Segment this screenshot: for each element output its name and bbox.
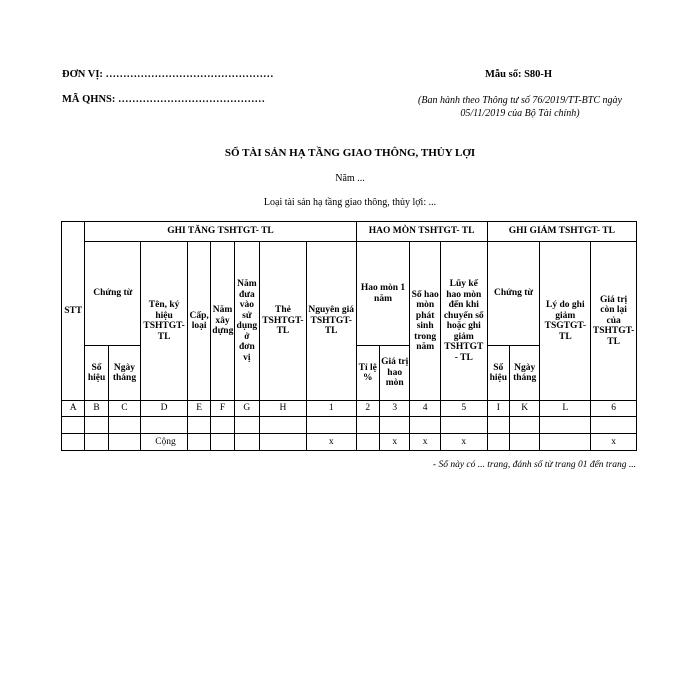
asset-ledger-table xyxy=(61,221,637,451)
table-cell[interactable] xyxy=(487,417,509,434)
ma-qhns-label: MÃ QHNS: …………………………………… xyxy=(62,94,265,105)
column-code: B xyxy=(85,401,108,417)
asset-type-line: Loại tài sản hạ tầng giao thông, thủy lợi: ... xyxy=(263,197,437,208)
total-label: Cộng xyxy=(141,434,188,451)
table-cell[interactable] xyxy=(141,417,188,434)
cap-loai-header: Cấp, loại xyxy=(187,242,210,401)
table-cell xyxy=(260,434,307,451)
table-cell xyxy=(487,434,509,451)
column-code: E xyxy=(187,401,210,417)
table-cell[interactable] xyxy=(591,417,637,434)
column-code: 5 xyxy=(440,401,487,417)
year-line: Năm ... xyxy=(335,173,365,184)
table-cell[interactable] xyxy=(306,417,356,434)
the-header: Thẻ TSHTGT- TL xyxy=(260,242,307,401)
table-cell xyxy=(85,434,108,451)
table-cell xyxy=(356,434,379,451)
page-count-note: - Sổ này có ... trang, đánh số từ trang 01 đến trang ... xyxy=(432,460,636,470)
table-cell[interactable] xyxy=(108,417,141,434)
total-mark-gia-tri-hao-mon: x xyxy=(379,434,409,451)
table-cell xyxy=(62,434,85,451)
total-mark-so-hao-mon: x xyxy=(410,434,440,451)
column-code: C xyxy=(108,401,141,417)
total-mark-nguyen-gia: x xyxy=(306,434,356,451)
column-code: F xyxy=(211,401,234,417)
column-code: L xyxy=(540,401,591,417)
table-cell xyxy=(509,434,539,451)
table-cell xyxy=(108,434,141,451)
nam-dua-vao-header: Năm đưa vào sử dụng ở đơn vị xyxy=(234,242,259,401)
table-cell xyxy=(234,434,259,451)
column-code: A xyxy=(62,401,85,417)
column-code: 2 xyxy=(356,401,379,417)
so-hao-mon-header: Số hao mòn phát sinh trong năm xyxy=(410,242,440,401)
ti-le-header: Tỉ lệ % xyxy=(356,346,379,401)
ban-hanh-line-1: (Ban hành theo Thông tư số 76/2019/TT-BTC ngày xyxy=(418,95,622,106)
total-mark-gia-tri-con-lai: x xyxy=(591,434,637,451)
luy-ke-header: Lũy kế hao mòn đến khi chuyển sổ hoặc ghi giảm TSHTGT - TL xyxy=(440,242,487,401)
hao-mon-header: HAO MÒN TSHTGT- TL xyxy=(356,222,487,242)
mau-so-label: Mẫu số: S80-H xyxy=(485,69,553,80)
table-cell[interactable] xyxy=(509,417,539,434)
table-cell[interactable] xyxy=(234,417,259,434)
ban-hanh-note xyxy=(400,94,640,120)
hao-mon-1-nam-header: Hao mòn 1 năm xyxy=(356,242,410,346)
table-cell[interactable] xyxy=(260,417,307,434)
table-cell[interactable] xyxy=(540,417,591,434)
ly-do-header: Lý do ghi giảm TSGTGT- TL xyxy=(540,242,591,401)
ghi-tang-header: GHI TĂNG TSHTGT- TL xyxy=(85,222,356,242)
gia-tri-con-lai-header: Giá trị còn lại của TSHTGT- TL xyxy=(591,242,637,401)
column-code: D xyxy=(141,401,188,417)
table-cell[interactable] xyxy=(356,417,379,434)
total-row xyxy=(62,434,637,451)
gia-tri-hao-mon-header: Giá trị hao mòn xyxy=(379,346,409,401)
column-code: 3 xyxy=(379,401,409,417)
so-hieu-giam-header: Số hiệu xyxy=(487,346,509,401)
ngay-thang-giam-header: Ngày tháng xyxy=(509,346,539,401)
table-cell[interactable] xyxy=(85,417,108,434)
ngay-thang-header: Ngày tháng xyxy=(108,346,141,401)
table-cell[interactable] xyxy=(62,417,85,434)
ghi-giam-header: GHI GIẢM TSHTGT- TL xyxy=(487,222,636,242)
so-hieu-header: Số hiệu xyxy=(85,346,108,401)
column-code: 6 xyxy=(591,401,637,417)
table-row xyxy=(62,417,637,434)
table-cell xyxy=(211,434,234,451)
don-vi-label: ĐƠN VỊ: ………………………………………… xyxy=(62,69,274,80)
document-title: SỔ TÀI SẢN HẠ TẦNG GIAO THÔNG, THỦY LỢI xyxy=(224,147,476,159)
total-mark-luy-ke: x xyxy=(440,434,487,451)
nam-xay-dung-header: Năm xây dựng xyxy=(211,242,234,401)
column-code: I xyxy=(487,401,509,417)
ten-ky-hieu-header: Tên, ký hiệu TSHTGT- TL xyxy=(141,242,188,401)
table-cell[interactable] xyxy=(211,417,234,434)
stt-header: STT xyxy=(62,222,85,401)
column-code: H xyxy=(260,401,307,417)
table-cell[interactable] xyxy=(379,417,409,434)
table-cell[interactable] xyxy=(410,417,440,434)
table-cell xyxy=(540,434,591,451)
table-cell[interactable] xyxy=(187,417,210,434)
nguyen-gia-header: Nguyên giá TSHTGT- TL xyxy=(306,242,356,401)
chung-tu-header: Chứng từ xyxy=(85,242,141,346)
column-code: G xyxy=(234,401,259,417)
table-cell[interactable] xyxy=(440,417,487,434)
column-code: K xyxy=(509,401,539,417)
chung-tu-giam-header: Chứng từ xyxy=(487,242,540,346)
table-cell xyxy=(187,434,210,451)
ban-hanh-line-2: 05/11/2019 của Bộ Tài chính) xyxy=(460,108,580,119)
column-code: 4 xyxy=(410,401,440,417)
column-code: 1 xyxy=(306,401,356,417)
